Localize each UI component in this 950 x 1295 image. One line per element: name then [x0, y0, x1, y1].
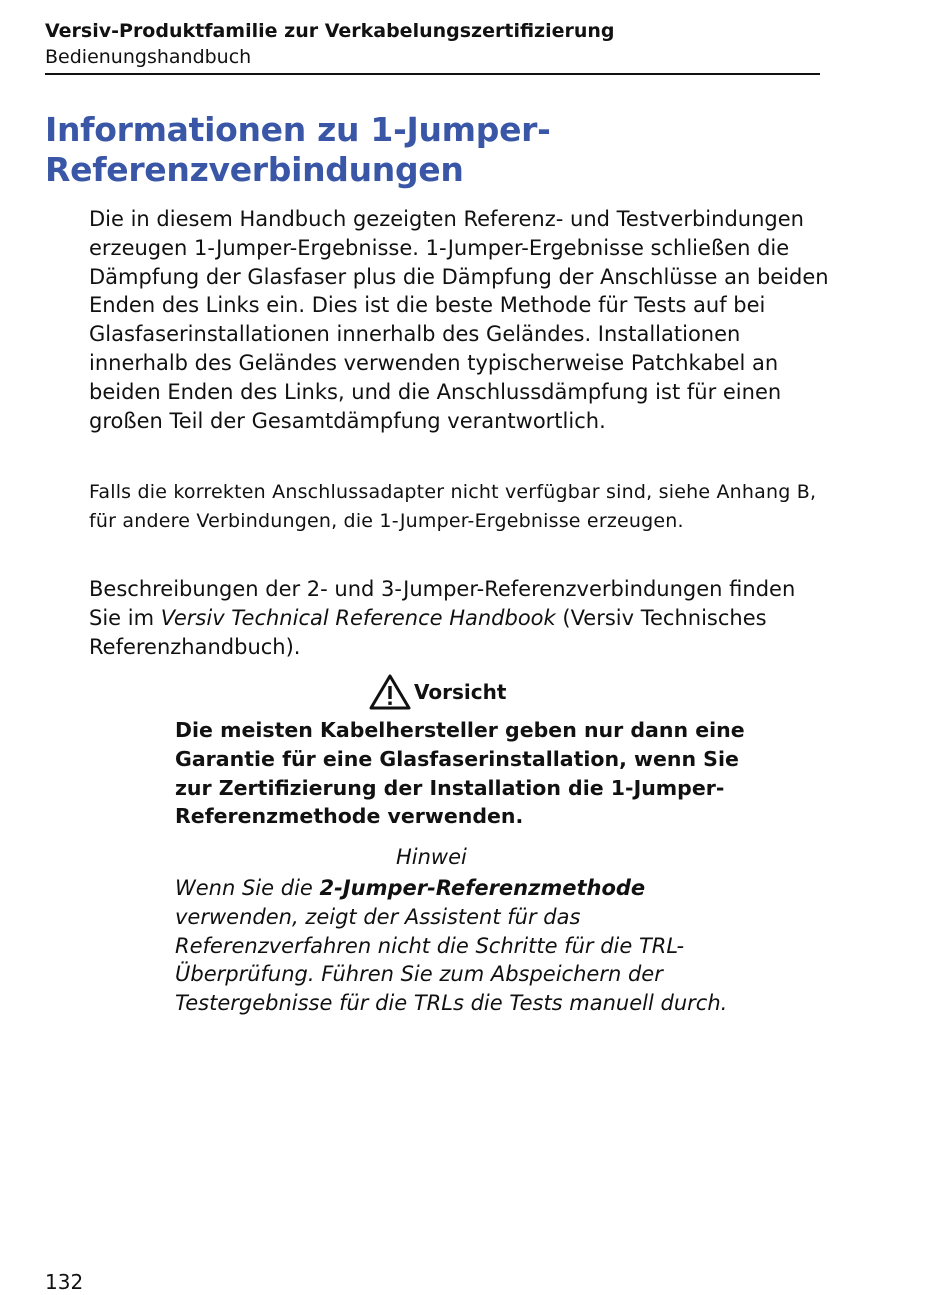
page-header	[45, 18, 820, 75]
header-document-type: Bedienungshandbuch	[45, 46, 252, 68]
header-product-name: Versiv-Produktfamilie zur Verkabelungszertifizierung	[45, 20, 615, 42]
note-text	[175, 874, 745, 1018]
note-text-after: verwenden, zeigt der Assistent für das Referenzverfahren nicht die Schritte für die TRL-Überprüfung. Führen Sie zum Abspeichern der Testergebnisse für die TRLs die Tests manuell durch.	[175, 904, 728, 1016]
caution-heading	[368, 673, 506, 711]
page-number: 132	[45, 1270, 84, 1294]
paragraph-reference-handbook	[89, 575, 834, 661]
caution-text: Die meisten Kabelhersteller geben nur dann eine Garantie für eine Glasfaserinstallation, wenn Sie zur Zertifizierung der Installation die 1-Jumper-Referenzmethode verwenden.	[175, 718, 745, 829]
paragraph-intro: Die in diesem Handbuch gezeigten Referenz- und Testverbindungen erzeugen 1-Jumper-Ergebnisse. 1-Jumper-Ergebnisse schließen die Dämpfung der Glasfaser plus die Dämpfung der Anschlüsse an beiden Enden des Links ein. Dies ist die beste Methode für Tests auf bei Glasfaserinstallationen innerhalb des Geländes. Installationen innerhalb des Geländes verwenden typischerweise Patchkabel an beiden Enden des Links, und die Anschlussdämpfung ist für einen großen Teil der Gesamtdämpfung verantwortlich.	[89, 207, 829, 433]
handbook-text-after: (Versiv Technisches Referenzhandbuch).	[89, 605, 767, 659]
warning-triangle-icon	[368, 673, 412, 711]
handbook-text-before: Beschreibungen der 2- und 3-Jumper-Referenzverbindungen finden Sie im	[89, 577, 796, 630]
caution-label: Vorsicht	[414, 680, 507, 704]
handbook-title: Versiv Technical Reference Handbook	[160, 605, 556, 630]
note-label: Hinwei	[396, 845, 467, 869]
paragraph-adapter-note: Falls die korrekten Anschlussadapter nicht verfügbar sind, siehe Anhang B, für andere Verbindungen, die 1-Jumper-Ergebnisse erzeugen.	[89, 481, 817, 532]
note-text-before: Wenn Sie die	[175, 876, 320, 900]
note-method-name: 2-Jumper-Referenzmethode	[319, 876, 646, 900]
section-title: Informationen zu 1-Jumper-Referenzverbindungen	[45, 110, 551, 189]
